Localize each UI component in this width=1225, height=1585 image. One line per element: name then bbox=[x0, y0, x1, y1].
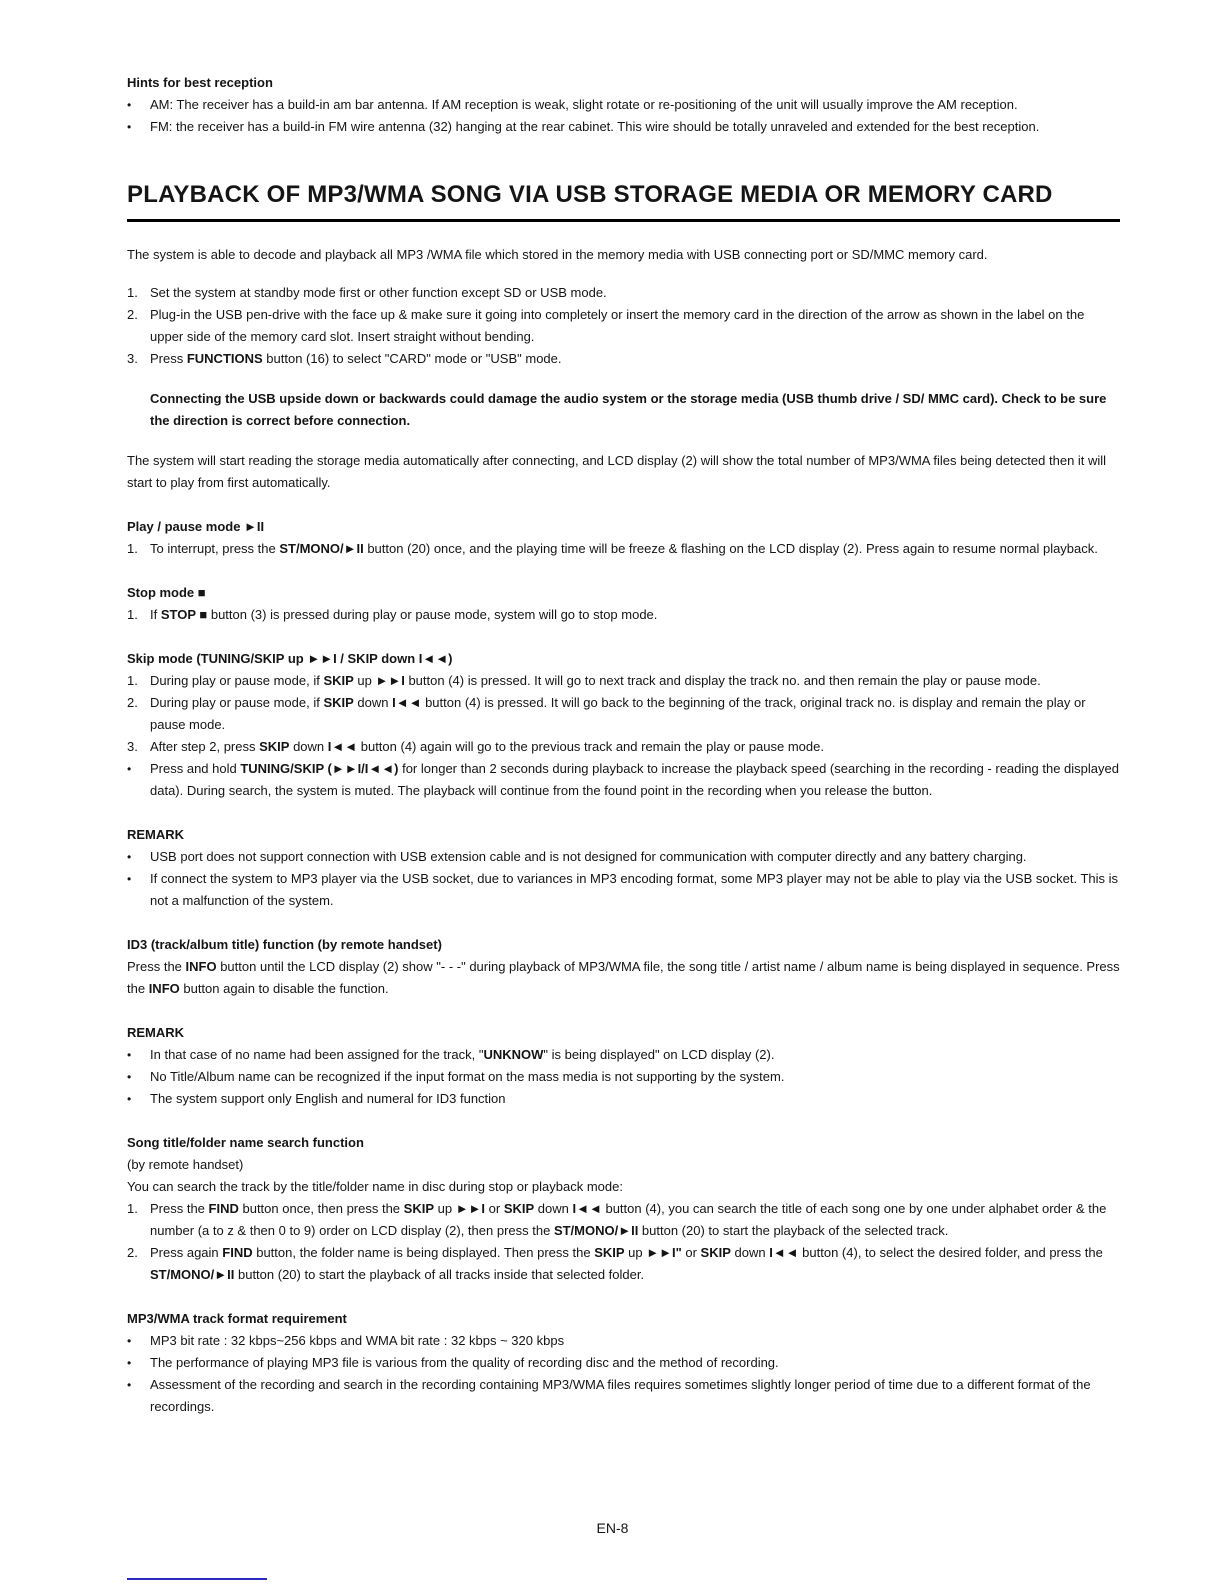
text: or bbox=[681, 1245, 701, 1260]
list-item bbox=[127, 758, 1120, 802]
list-item bbox=[127, 1198, 1120, 1242]
text: USB port does not support connection with USB extension cable and is not designed for communication with computer directly and any battery charging. bbox=[150, 849, 1027, 864]
bold-text: ►►I bbox=[455, 1201, 486, 1216]
list-marker: • bbox=[127, 872, 132, 886]
text: PLAYBACK OF MP3/WMA SONG VIA USB STORAGE MEDIA OR MEMORY CARD bbox=[127, 181, 1053, 208]
list-item-text bbox=[150, 868, 1120, 912]
list-item-text bbox=[150, 670, 1120, 692]
list-item bbox=[127, 1374, 1120, 1418]
text: Press again bbox=[150, 1245, 223, 1260]
text: button (4) is pressed. It will go to next track and display the track no. and then remain the play or pause mode. bbox=[404, 673, 1041, 688]
bold-text: ST/MONO/►II bbox=[150, 1267, 235, 1282]
list-item bbox=[127, 348, 1120, 370]
bold-text: SKIP bbox=[323, 695, 354, 710]
text: up bbox=[624, 1245, 647, 1260]
list-marker: 2. bbox=[127, 695, 138, 710]
text: FM: the receiver has a build-in FM wire antenna (32) hanging at the rear cabinet. This wire should be totally unraveled and extended for the best reception. bbox=[150, 119, 1040, 134]
text: Stop mode ■ bbox=[127, 585, 206, 600]
text: button (4) again will go to the previous track and remain the play or pause mode. bbox=[357, 739, 824, 754]
bold-text: SKIP bbox=[503, 1201, 535, 1216]
subline bbox=[127, 956, 1120, 1000]
bold-text: SKIP bbox=[323, 673, 354, 688]
list-marker: • bbox=[127, 1048, 132, 1062]
document-blocks bbox=[127, 72, 1120, 1418]
list bbox=[127, 670, 1120, 802]
list-item bbox=[127, 1088, 1120, 1110]
text: To interrupt, press the bbox=[150, 541, 280, 556]
text: No Title/Album name can be recognized if the input format on the mass media is not supporting by the system. bbox=[150, 1069, 785, 1084]
text: Press the bbox=[150, 1201, 209, 1216]
section-heading bbox=[127, 1132, 1120, 1154]
section-heading bbox=[127, 934, 1120, 956]
bold-text: I◄◄ bbox=[327, 739, 358, 754]
text: If connect the system to MP3 player via the USB socket, due to variances in MP3 encoding format, some MP3 player may not be able to play via the USB socket. This is not a malfunction of the system. bbox=[150, 871, 1118, 908]
text: Hints for best reception bbox=[127, 75, 273, 90]
bold-text: ►►I" bbox=[646, 1245, 682, 1260]
bold-text: SKIP bbox=[403, 1201, 434, 1216]
text: down bbox=[289, 739, 328, 754]
text: button (4), to select the desired folder, and press the bbox=[798, 1245, 1103, 1260]
section-heading bbox=[127, 648, 1120, 670]
text: REMARK bbox=[127, 1025, 185, 1040]
subline bbox=[127, 1176, 1120, 1198]
list-marker: • bbox=[127, 1092, 132, 1106]
text: button (20) to start the playback of all tracks inside that selected folder. bbox=[234, 1267, 645, 1282]
list-marker: 1. bbox=[127, 285, 138, 300]
text: up bbox=[434, 1201, 456, 1216]
list-item bbox=[127, 1044, 1120, 1066]
list-item bbox=[127, 94, 1120, 116]
text: Play / pause mode ►II bbox=[127, 519, 265, 534]
list-marker: • bbox=[127, 120, 132, 134]
list-item bbox=[127, 692, 1120, 736]
text: After step 2, press bbox=[150, 739, 260, 754]
text: button again to disable the function. bbox=[179, 981, 389, 996]
list-item-text bbox=[150, 304, 1120, 348]
bold-text: ►►I bbox=[375, 673, 405, 688]
text: button until the LCD display (2) show "- - -" during playback of MP3/WMA file, the song title / artist name / album name is being displayed in sequence. Press the bbox=[127, 959, 1120, 996]
paragraph bbox=[127, 244, 1120, 266]
list-item-text bbox=[150, 1352, 1120, 1374]
page-number: EN-8 bbox=[596, 1520, 629, 1536]
list-item bbox=[127, 670, 1120, 692]
list-marker: • bbox=[127, 850, 132, 864]
text: ID3 (track/album title) function (by remote handset) bbox=[127, 937, 442, 952]
text: (by remote handset) bbox=[127, 1157, 244, 1172]
text: The system support only English and numeral for ID3 function bbox=[150, 1091, 506, 1106]
bold-text: UNKNOW bbox=[483, 1047, 544, 1062]
text: down bbox=[353, 695, 393, 710]
list-item-text bbox=[150, 282, 1120, 304]
list-marker: 2. bbox=[127, 1245, 138, 1260]
main-heading bbox=[127, 180, 1120, 222]
text: down bbox=[534, 1201, 573, 1216]
bold-text: INFO bbox=[185, 959, 217, 974]
list-item bbox=[127, 1066, 1120, 1088]
bold-text: I◄◄ bbox=[572, 1201, 602, 1216]
text: If bbox=[150, 607, 161, 622]
bold-text: FIND bbox=[208, 1201, 239, 1216]
text: Press and hold bbox=[150, 761, 241, 776]
list-marker: • bbox=[127, 1070, 132, 1084]
list bbox=[127, 538, 1120, 560]
list bbox=[127, 282, 1120, 370]
list-item-text bbox=[150, 1374, 1120, 1418]
list-item bbox=[127, 736, 1120, 758]
bold-text: STOP ■ bbox=[160, 607, 208, 622]
section-heading bbox=[127, 72, 1120, 94]
bold-text: FUNCTIONS bbox=[186, 351, 263, 366]
bold-text: ST/MONO/►II bbox=[279, 541, 364, 556]
note bbox=[150, 388, 1120, 432]
list-item-text bbox=[150, 604, 1120, 626]
list-marker: • bbox=[127, 1334, 132, 1348]
list-marker: • bbox=[127, 1378, 132, 1392]
text: button (16) to select "CARD" mode or "USB" mode. bbox=[262, 351, 562, 366]
subline bbox=[127, 1154, 1120, 1176]
text: Skip mode (TUNING/SKIP up ►►I / SKIP down I◄◄) bbox=[127, 651, 453, 666]
list-marker: 1. bbox=[127, 607, 138, 622]
list-marker: 3. bbox=[127, 739, 138, 754]
list-item bbox=[127, 1330, 1120, 1352]
bold-text: FIND bbox=[222, 1245, 253, 1260]
bold-text: INFO bbox=[148, 981, 180, 996]
list-item bbox=[127, 282, 1120, 304]
text: The system is able to decode and playback all MP3 /WMA file which stored in the memory media with USB connecting port or SD/MMC memory card. bbox=[127, 247, 988, 262]
text: Press the bbox=[127, 959, 186, 974]
list-item-text bbox=[150, 1198, 1120, 1242]
list-item bbox=[127, 1352, 1120, 1374]
list-item bbox=[127, 1242, 1120, 1286]
list-item bbox=[127, 304, 1120, 348]
text: AM: The receiver has a build-in am bar antenna. If AM reception is weak, slight rotate or re-positioning of the unit will usually improve the AM reception. bbox=[150, 97, 1018, 112]
list-marker: 1. bbox=[127, 541, 138, 556]
list bbox=[127, 94, 1120, 138]
list-marker: • bbox=[127, 98, 132, 112]
text: Press bbox=[150, 351, 187, 366]
list-item bbox=[127, 538, 1120, 560]
text: Assessment of the recording and search in the recording containing MP3/WMA files requires sometimes slightly longer period of time due to a different format of the recordings. bbox=[150, 1377, 1091, 1414]
text: Plug-in the USB pen-drive with the face up & make sure it going into completely or insert the memory card in the direction of the arrow as shown in the label on the upper side of the memory card slot. Insert straight without bending. bbox=[150, 307, 1085, 344]
list-marker: 3. bbox=[127, 351, 138, 366]
text: " is being displayed" on LCD display (2). bbox=[543, 1047, 775, 1062]
text: down bbox=[730, 1245, 770, 1260]
text: Song title/folder name search function bbox=[127, 1135, 364, 1150]
list-marker: • bbox=[127, 762, 132, 776]
section-heading bbox=[127, 824, 1120, 846]
list bbox=[127, 846, 1120, 912]
list-item-text bbox=[150, 1044, 1120, 1066]
list-marker: 1. bbox=[127, 1201, 138, 1216]
list bbox=[127, 1330, 1120, 1418]
text: Set the system at standby mode first or other function except SD or USB mode. bbox=[150, 285, 607, 300]
text: In that case of no name had been assigned for the track, " bbox=[150, 1047, 484, 1062]
list-item-text bbox=[150, 1066, 1120, 1088]
list-item-text bbox=[150, 1242, 1120, 1286]
text: button (4) is pressed. It will go back to the beginning of the track, original track no. is display and remain the play or pause mode. bbox=[150, 695, 1086, 732]
list-item-text bbox=[150, 94, 1120, 116]
list-item-text bbox=[150, 736, 1120, 758]
text: MP3/WMA track format requirement bbox=[127, 1311, 347, 1326]
scan-artifact-line bbox=[127, 1578, 267, 1580]
list-marker: 1. bbox=[127, 673, 138, 688]
list-item-text bbox=[150, 758, 1120, 802]
section-heading bbox=[127, 516, 1120, 538]
text: REMARK bbox=[127, 827, 185, 842]
list-item-text bbox=[150, 1330, 1120, 1352]
text: You can search the track by the title/folder name in disc during stop or playback mode: bbox=[127, 1179, 623, 1194]
paragraph bbox=[127, 450, 1120, 494]
list-item-text bbox=[150, 1088, 1120, 1110]
text: button (3) is pressed during play or pause mode, system will go to stop mode. bbox=[207, 607, 658, 622]
text: During play or pause mode, if bbox=[150, 695, 324, 710]
bold-text: SKIP bbox=[259, 739, 290, 754]
text: During play or pause mode, if bbox=[150, 673, 324, 688]
text: Connecting the USB upside down or backwards could damage the audio system or the storage media (USB thumb drive / SD/ MMC card). Check to be sure the direction is correct before connection. bbox=[150, 391, 1107, 428]
section-heading bbox=[127, 1022, 1120, 1044]
bold-text: I◄◄ bbox=[769, 1245, 799, 1260]
list-item-text bbox=[150, 692, 1120, 736]
list-item-text bbox=[150, 846, 1120, 868]
bold-text: ST/MONO/►II bbox=[553, 1223, 639, 1238]
bold-text: SKIP bbox=[700, 1245, 731, 1260]
text: button (4), you can search the title of each song one by one under alphabet order & the number (a to z & then 0 to 9) order on LCD display (2), then press the bbox=[150, 1201, 1107, 1238]
list-item bbox=[127, 116, 1120, 138]
list bbox=[127, 604, 1120, 626]
list bbox=[127, 1044, 1120, 1110]
list-item-text bbox=[150, 348, 1120, 370]
text: button once, then press the bbox=[238, 1201, 404, 1216]
text: or bbox=[485, 1201, 504, 1216]
bold-text: I◄◄ bbox=[392, 695, 422, 710]
text: The system will start reading the storage media automatically after connecting, and LCD display (2) will show the total number of MP3/WMA files being detected then it will start to play from first automatically. bbox=[127, 453, 1107, 490]
list-item bbox=[127, 846, 1120, 868]
bold-text: TUNING/SKIP (►►I/I◄◄) bbox=[240, 761, 399, 776]
text: for longer than 2 seconds during playback to increase the playback speed (searching in the recording - reading the displayed data). During search, the system is muted. The playback will continue from the found point in the recording when you release the button. bbox=[150, 761, 1119, 798]
text: button (20) once, and the playing time will be freeze & flashing on the LCD display (2). Press again to resume normal playback. bbox=[363, 541, 1098, 556]
list-marker: • bbox=[127, 1356, 132, 1370]
list-item-text bbox=[150, 116, 1120, 138]
list-marker: 2. bbox=[127, 307, 138, 322]
text: button, the folder name is being displayed. Then press the bbox=[252, 1245, 595, 1260]
list bbox=[127, 1198, 1120, 1286]
section-heading bbox=[127, 582, 1120, 604]
text: The performance of playing MP3 file is various from the quality of recording disc and the method of recording. bbox=[150, 1355, 779, 1370]
bold-text: SKIP bbox=[594, 1245, 625, 1260]
list-item-text bbox=[150, 538, 1120, 560]
text: button (20) to start the playback of the selected track. bbox=[638, 1223, 949, 1238]
list-item bbox=[127, 868, 1120, 912]
section-heading bbox=[127, 1308, 1120, 1330]
list-item bbox=[127, 604, 1120, 626]
text: up bbox=[353, 673, 376, 688]
text: MP3 bit rate : 32 kbps~256 kbps and WMA bit rate : 32 kbps ~ 320 kbps bbox=[150, 1333, 565, 1348]
